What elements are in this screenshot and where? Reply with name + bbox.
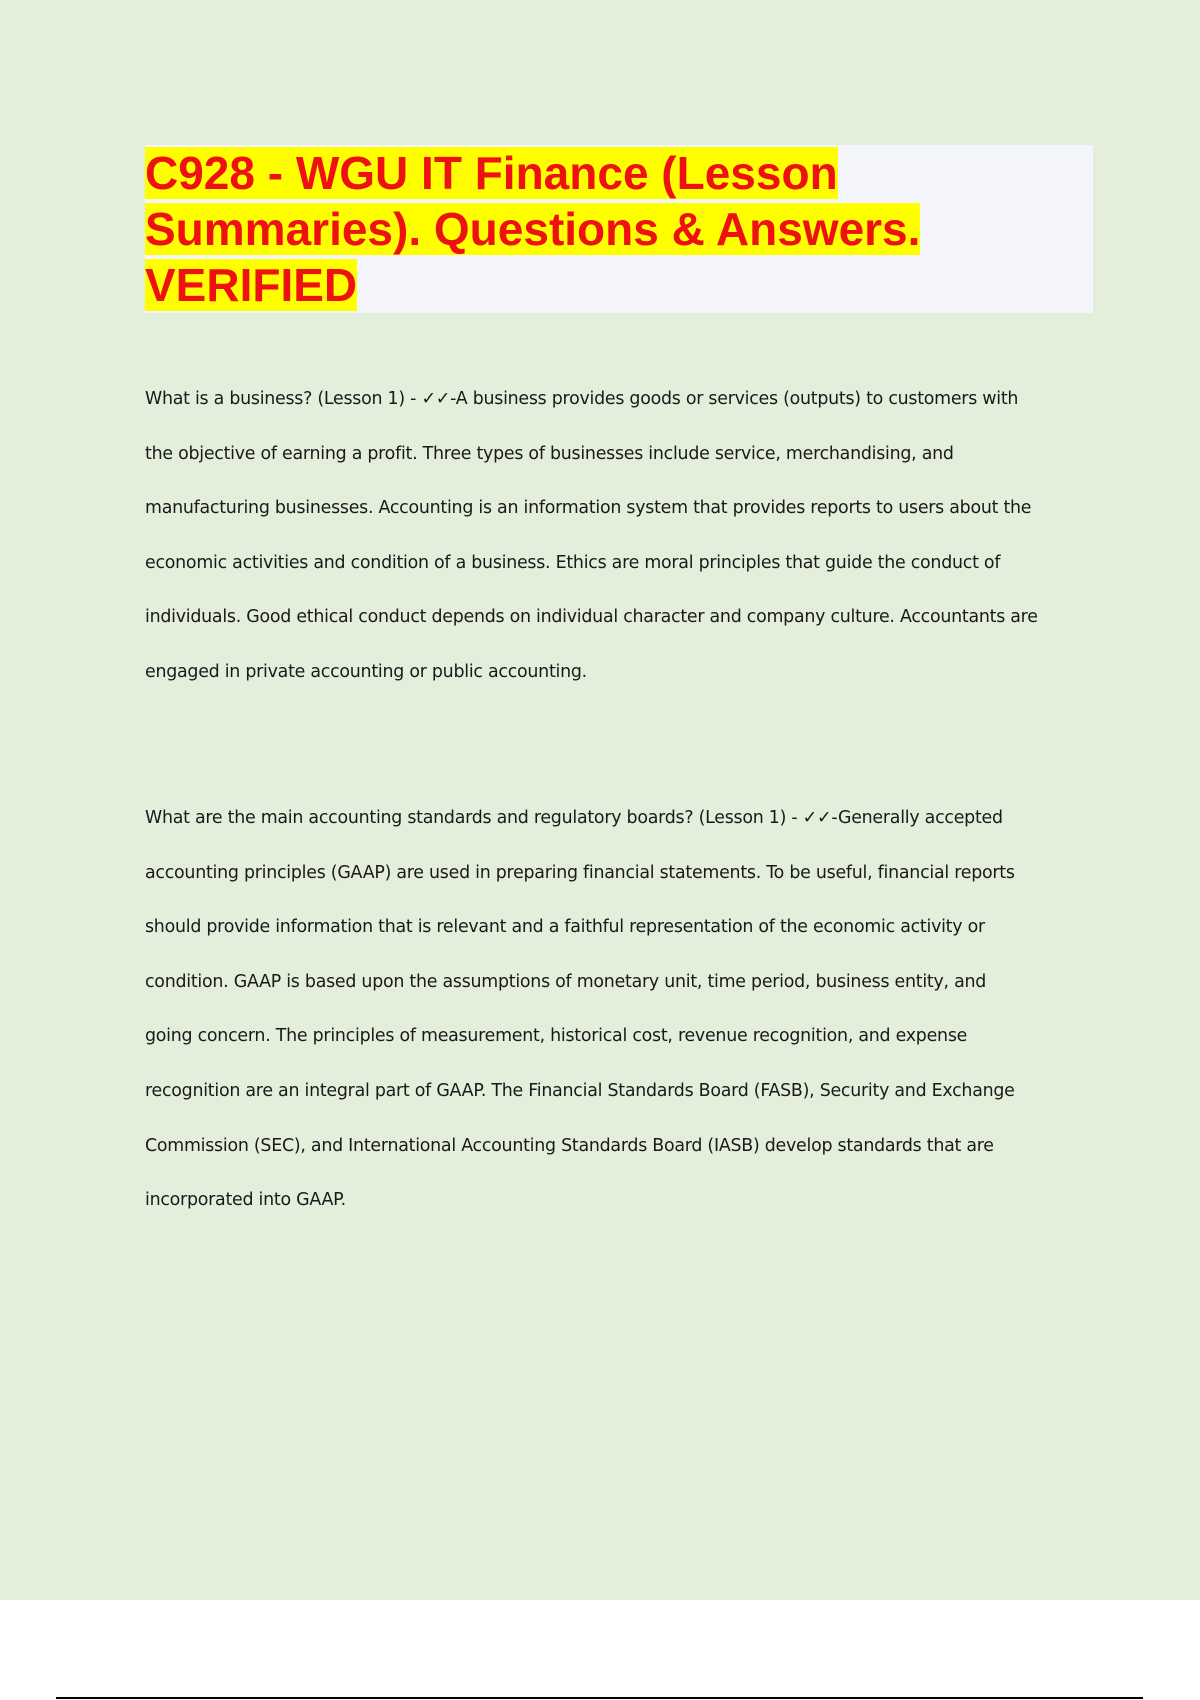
qa-line: What are the main accounting standards and regulatory boards? (Lesson 1) - ✓✓-Generally accepted — [145, 808, 1003, 828]
qa-line: economic activities and condition of a business. Ethics are moral principles that guide the conduct of — [145, 552, 1001, 573]
title-line-2: Summaries). Questions & Answers. — [145, 203, 921, 255]
qa-line: Commission (SEC), and International Accounting Standards Board (IASB) develop standards that are — [145, 1135, 994, 1156]
qa-line: individuals. Good ethical conduct depends on individual character and company culture. Accountants are — [145, 607, 1038, 628]
qa-line: going concern. The principles of measurement, historical cost, revenue recognition, and expense — [145, 1026, 968, 1047]
title-line-1: C928 - WGU IT Finance (Lesson — [145, 147, 838, 199]
title-line-3: VERIFIED — [145, 259, 358, 311]
qa-line: manufacturing businesses. Accounting is an information system that provides reports to users about the — [145, 498, 1032, 519]
qa-line: What is a business? (Lesson 1) - ✓✓-A business provides goods or services (outputs) to customers with — [145, 389, 1019, 409]
title-box — [145, 145, 1093, 313]
footer-divider — [56, 1697, 1143, 1699]
qa-line: recognition are an integral part of GAAP. The Financial Standards Board (FASB), Security and Exchange — [145, 1080, 1015, 1101]
qa-block-business — [145, 372, 1095, 700]
qa-line: accounting principles (GAAP) are used in preparing financial statements. To be useful, financial reports — [145, 862, 1015, 883]
document-title — [145, 145, 1093, 313]
qa-line: incorporated into GAAP. — [145, 1190, 346, 1211]
qa-line: the objective of earning a profit. Three types of businesses include service, merchandising, and — [145, 443, 954, 464]
qa-line: condition. GAAP is based upon the assumptions of monetary unit, time period, business entity, and — [145, 971, 987, 992]
qa-block-standards — [145, 791, 1095, 1228]
qa-line: engaged in private accounting or public accounting. — [145, 661, 587, 682]
qa-line: should provide information that is relevant and a faithful representation of the economic activity or — [145, 917, 985, 938]
